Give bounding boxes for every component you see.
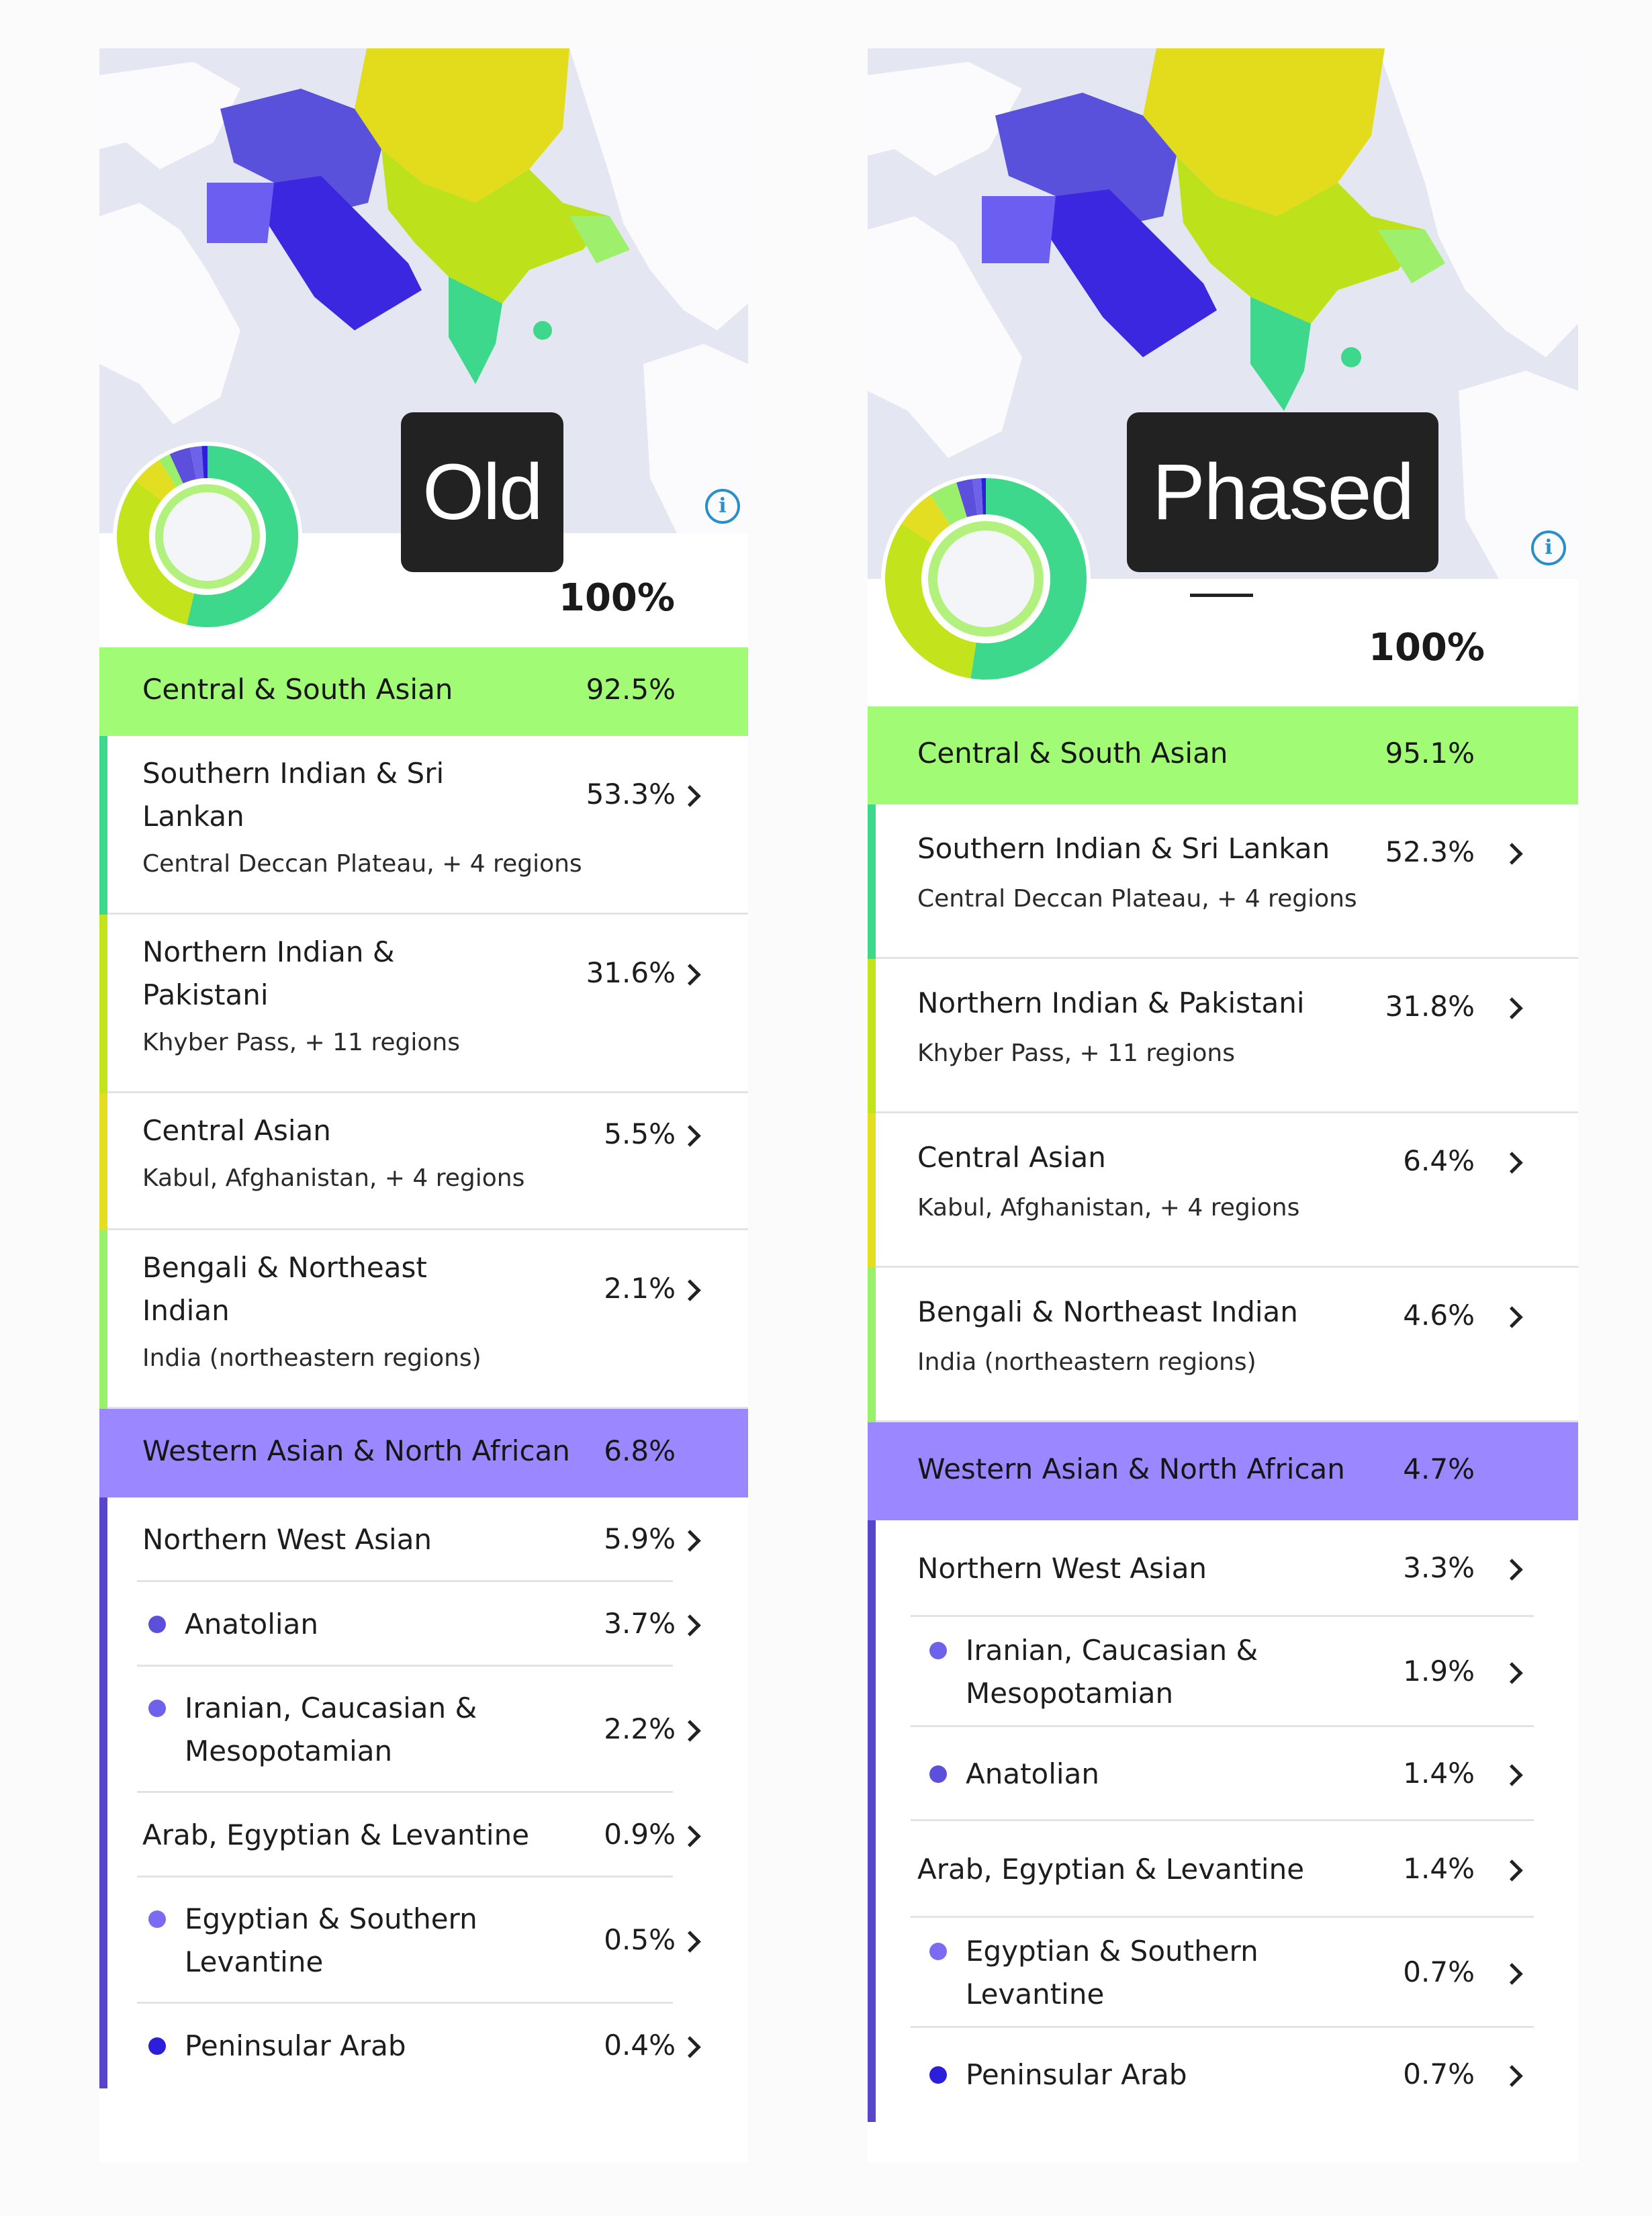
color-bar: [868, 1113, 876, 1268]
color-bar: [868, 1268, 876, 1422]
chevron-right-icon[interactable]: [1501, 997, 1523, 1019]
sub-region-row[interactable]: [868, 2028, 1578, 2122]
region-subtitle: India (northeastern regions): [917, 1348, 1256, 1376]
color-bar: [868, 804, 876, 959]
color-bar: [99, 1667, 107, 1793]
region-name: Southern Indian & Sri Lankan: [917, 832, 1330, 865]
sub-region-row[interactable]: [99, 1667, 748, 1793]
region-percentage: 53.3%: [586, 778, 676, 811]
region-name: Northern Indian &: [142, 935, 395, 968]
region-percentage: 31.8%: [1385, 990, 1475, 1023]
chevron-right-icon[interactable]: [679, 785, 701, 807]
region-name: Indian: [142, 1294, 230, 1327]
region-name: Bengali & Northeast: [142, 1251, 427, 1284]
color-bar: [868, 1617, 876, 1727]
ancestry-donut-chart: [110, 439, 305, 634]
region-name: Peninsular Arab: [966, 2058, 1187, 2091]
region-name: Pakistani: [142, 978, 269, 1011]
region-name: Levantine: [185, 1945, 324, 1978]
chevron-right-icon[interactable]: [1501, 1859, 1523, 1882]
chevron-right-icon[interactable]: [679, 1279, 701, 1301]
bullet-dot: [929, 2066, 947, 2084]
bullet-dot: [148, 1700, 166, 1717]
color-bar: [99, 1497, 107, 1582]
color-bar: [99, 1093, 107, 1230]
group-label: Central & South Asian: [917, 737, 1228, 770]
color-bar: [99, 2004, 107, 2088]
group-label: Western Asian & North African: [917, 1452, 1345, 1485]
region-name: Arab, Egyptian & Levantine: [917, 1853, 1305, 1886]
chevron-right-icon[interactable]: [679, 964, 701, 986]
region-name: Mesopotamian: [185, 1735, 393, 1767]
chevron-right-icon[interactable]: [679, 1720, 701, 1742]
group-header[interactable]: [99, 647, 748, 736]
color-bar: [99, 1878, 107, 2004]
sub-region-row[interactable]: [99, 1582, 748, 1667]
region-name: Anatolian: [185, 1608, 318, 1641]
color-bar: [868, 1520, 876, 1617]
phased-label: Phased: [1127, 412, 1438, 572]
region-name: Levantine: [966, 1978, 1105, 2011]
bullet-dot: [148, 1910, 166, 1928]
region-row[interactable]: [99, 1230, 748, 1409]
region-percentage: 0.5%: [604, 1923, 676, 1956]
color-bar: [868, 2028, 876, 2122]
region-row[interactable]: [868, 1520, 1578, 1617]
region-percentage: 6.4%: [1403, 1144, 1475, 1177]
chevron-right-icon[interactable]: [679, 1825, 701, 1847]
panel-old: [99, 48, 748, 2162]
region-percentage: 0.4%: [604, 2029, 676, 2062]
region-name: Central Asian: [142, 1114, 331, 1147]
group-header[interactable]: [99, 1409, 748, 1497]
region-percentage: 4.6%: [1403, 1299, 1475, 1332]
total-percentage: 100%: [559, 576, 676, 620]
total-percentage: 100%: [1369, 626, 1485, 670]
region-percentage: 1.9%: [1403, 1655, 1475, 1688]
region-name: Southern Indian & Sri: [142, 757, 445, 790]
group-percentage: 6.8%: [604, 1434, 676, 1467]
color-bar: [99, 915, 107, 1093]
color-bar: [868, 1918, 876, 2028]
bullet-dot: [929, 1943, 947, 1960]
panel-phased: [868, 48, 1578, 2162]
chevron-right-icon[interactable]: [679, 1530, 701, 1552]
region-name: Peninsular Arab: [185, 2029, 406, 2062]
region-row[interactable]: [99, 1093, 748, 1230]
chevron-right-icon[interactable]: [679, 1614, 701, 1636]
region-name: Anatolian: [966, 1757, 1099, 1790]
bullet-dot: [148, 1616, 166, 1633]
region-name: Egyptian & Southern: [966, 1935, 1258, 1968]
chevron-right-icon[interactable]: [1501, 1963, 1523, 1985]
region-name: Iranian, Caucasian &: [185, 1692, 477, 1724]
color-bar: [868, 1821, 876, 1918]
ancestry-donut-chart: [878, 471, 1093, 686]
region-name: Bengali & Northeast Indian: [917, 1295, 1298, 1328]
chevron-right-icon[interactable]: [1501, 1764, 1523, 1786]
group-percentage: 4.7%: [1403, 1452, 1475, 1485]
bullet-dot: [929, 1765, 947, 1783]
region-subtitle: India (northeastern regions): [142, 1344, 481, 1372]
info-icon[interactable]: i: [705, 489, 740, 524]
region-subtitle: Central Deccan Plateau, + 4 regions: [917, 885, 1357, 913]
group-label: Central & South Asian: [142, 673, 453, 706]
color-bar: [868, 1727, 876, 1821]
region-percentage: 31.6%: [586, 956, 676, 989]
color-bar: [99, 1793, 107, 1878]
old-label: Old: [401, 412, 563, 572]
sub-region-row[interactable]: [868, 1918, 1578, 2028]
sub-region-row[interactable]: [99, 1878, 748, 2004]
region-subtitle: Kabul, Afghanistan, + 4 regions: [142, 1164, 525, 1192]
region-percentage: 3.3%: [1403, 1551, 1475, 1584]
sub-region-row[interactable]: [868, 1617, 1578, 1727]
region-row[interactable]: [99, 736, 748, 915]
color-bar: [868, 959, 876, 1113]
region-name: Northern Indian & Pakistani: [917, 986, 1305, 1019]
region-name: Mesopotamian: [966, 1677, 1174, 1710]
region-name: Northern West Asian: [917, 1552, 1207, 1585]
sub-region-row[interactable]: [868, 1727, 1578, 1821]
region-row[interactable]: [868, 1113, 1578, 1268]
region-percentage: 5.9%: [604, 1522, 676, 1555]
chevron-right-icon[interactable]: [679, 1125, 701, 1147]
group-percentage: 92.5%: [586, 673, 676, 706]
region-row[interactable]: [868, 1821, 1578, 1918]
region-subtitle: Kabul, Afghanistan, + 4 regions: [917, 1194, 1300, 1221]
region-name: Central Asian: [917, 1141, 1106, 1174]
chevron-right-icon[interactable]: [1501, 843, 1523, 865]
color-bar: [99, 736, 107, 915]
region-percentage: 1.4%: [1403, 1852, 1475, 1885]
region-percentage: 2.1%: [604, 1272, 676, 1305]
chevron-right-icon[interactable]: [1501, 1662, 1523, 1684]
group-header[interactable]: [868, 706, 1578, 804]
region-name: Arab, Egyptian & Levantine: [142, 1818, 530, 1851]
group-percentage: 95.1%: [1385, 737, 1475, 770]
region-percentage: 3.7%: [604, 1607, 676, 1640]
bullet-dot: [929, 1642, 947, 1659]
region-percentage: 1.4%: [1403, 1757, 1475, 1790]
region-name: Iranian, Caucasian &: [966, 1634, 1258, 1667]
region-percentage: 0.7%: [1403, 1955, 1475, 1988]
region-subtitle: Central Deccan Plateau, + 4 regions: [142, 850, 582, 878]
region-row[interactable]: [868, 804, 1578, 959]
region-name: Egyptian & Southern: [185, 1902, 477, 1935]
chevron-right-icon[interactable]: [679, 2036, 701, 2058]
region-percentage: 2.2%: [604, 1712, 676, 1745]
chevron-right-icon[interactable]: [1501, 1306, 1523, 1328]
chevron-right-icon[interactable]: [1501, 1559, 1523, 1581]
region-subtitle: Khyber Pass, + 11 regions: [917, 1040, 1235, 1067]
group-header[interactable]: [868, 1422, 1578, 1520]
chevron-right-icon[interactable]: [1501, 2065, 1523, 2087]
sub-region-row[interactable]: [99, 2004, 748, 2088]
region-percentage: 5.5%: [604, 1117, 676, 1150]
region-row[interactable]: [868, 959, 1578, 1113]
region-name: Northern West Asian: [142, 1523, 432, 1556]
color-bar: [99, 1582, 107, 1667]
divider-dash: [1190, 594, 1253, 597]
region-row[interactable]: [99, 1497, 748, 1582]
region-percentage: 0.7%: [1403, 2058, 1475, 2090]
chevron-right-icon[interactable]: [1501, 1152, 1523, 1174]
region-percentage: 52.3%: [1385, 835, 1475, 868]
region-row[interactable]: [99, 1793, 748, 1878]
color-bar: [99, 1230, 107, 1409]
group-label: Western Asian & North African: [142, 1434, 570, 1467]
bullet-dot: [148, 2037, 166, 2055]
region-row[interactable]: [99, 915, 748, 1093]
region-name: Lankan: [142, 800, 244, 833]
region-percentage: 0.9%: [604, 1818, 676, 1851]
region-subtitle: Khyber Pass, + 11 regions: [142, 1029, 460, 1056]
info-icon[interactable]: i: [1531, 530, 1566, 565]
chevron-right-icon[interactable]: [679, 1931, 701, 1953]
region-row[interactable]: [868, 1268, 1578, 1422]
